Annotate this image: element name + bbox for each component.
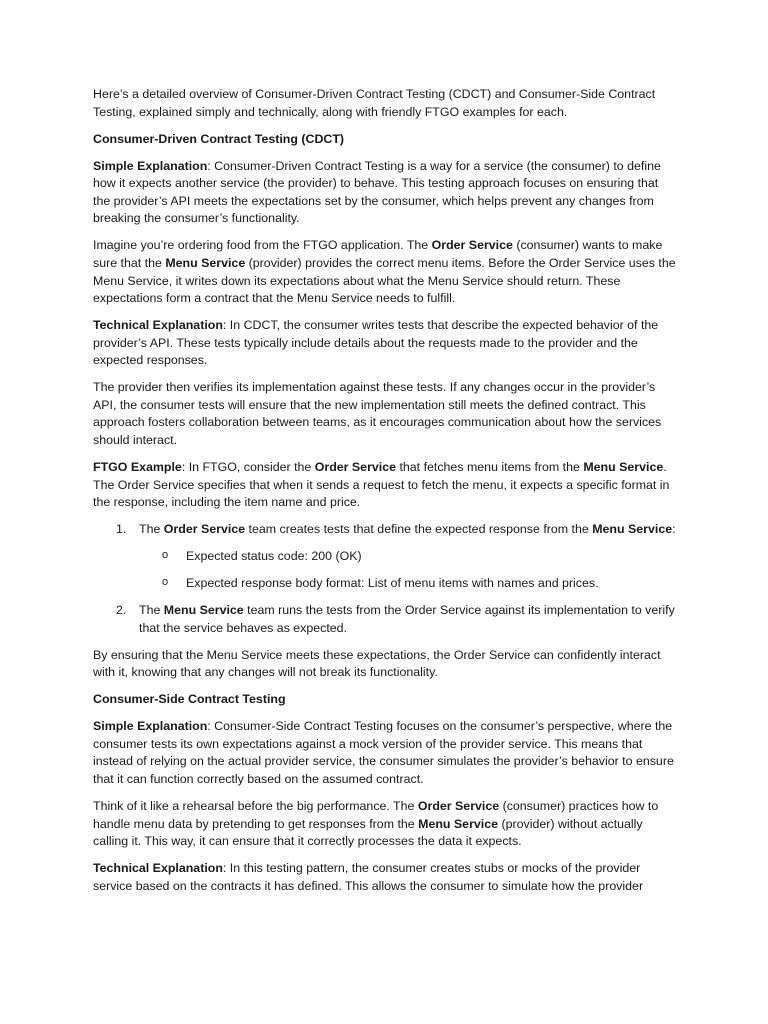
cst-technical-text: : In this testing pattern, the consumer creates stubs or mocks of the provider service based on the contracts it has defined. This allows the consumer to simulate how the provider [93,861,644,893]
text-run: The [139,522,164,537]
bold-term: Menu Service [592,522,673,537]
cdct-simple-text: : Consumer-Driven Contract Testing is a way for a service (the consumer) to define how it expects another service (the provider) to behave. This testing approach focuses on ensuring that the provider’s API meets the expectations set by the consumer, which helps prevent any changes from breaking the consumer’s functionality. [93,158,661,226]
text-run: . The Order Service specifies that when it sends a request to fetch the menu, it expects a specific format in the response, including the item name and price. [93,460,670,510]
cdct-technical-paragraph [93,317,678,370]
bold-term: Menu Service [418,816,499,831]
text-run: (consumer) wants to make sure that the [93,238,663,270]
intro-paragraph: Here’s a detailed overview of Consumer-Driven Contract Testing (CDCT) and Consumer-Side Contract Testing, explained simply and technically, along with friendly FTGO examples for each. [93,87,656,119]
bullet-icon: o [162,576,169,589]
cdct-example-paragraph [93,459,678,512]
text-run: team creates tests that define the expected response from the [245,522,593,537]
cst-technical-label: Technical Explanation [93,861,223,876]
sub-list-item [139,575,678,593]
list-number: 1. [116,522,127,537]
text-run: (consumer) practices how to handle menu data by pretending to get responses from the [93,799,659,831]
cdct-imagine-paragraph [93,237,678,307]
cst-heading: Consumer-Side Contract Testing [93,692,286,707]
text-run: team runs the tests from the Order Service against its implementation to verify that the service behaves as expected. [139,603,675,635]
list-number: 2. [116,603,127,618]
bold-term: Menu Service [165,255,246,270]
bold-term: Order Service [163,522,246,537]
bold-term: Order Service [431,238,513,253]
sub-list-item [139,548,678,566]
text-run: (provider) provides the correct menu items. Before the Order Service uses the Menu Service, it writes down its expectations about what the Menu Service should return. These expectations form a contract that the Menu Service needs to fulfill. [93,255,676,306]
text-run: Expected status code: 200 (OK) [186,549,362,564]
cdct-simple-label: Simple Explanation [93,158,208,173]
cdct-simple-paragraph [93,158,678,228]
list-item [93,521,678,593]
sub-list [139,548,678,593]
text-run: Think of it like a rehearsal before the big performance. The [93,799,418,814]
bold-term: Menu Service [583,460,664,475]
cst-simple-label: Simple Explanation [93,719,208,734]
cdct-steps-list [93,521,678,637]
cdct-conclusion-paragraph: By ensuring that the Menu Service meets these expectations, the Order Service can confidently interact with it, knowing that any changes will not break its functionality. [93,647,661,680]
text-run: Expected response body format: List of menu items with names and prices. [186,576,599,591]
text-run: : In FTGO, consider the [181,460,315,475]
text-run: Imagine you’re ordering food from the FTGO application. The [93,238,432,253]
bullet-icon: o [162,549,169,562]
bold-term: Order Service [417,799,500,814]
cst-technical-paragraph [93,860,678,895]
text-run: that fetches menu items from the [396,460,584,475]
bold-term: Menu Service [163,603,244,618]
cdct-technical-label: Technical Explanation [93,318,223,333]
example-label: FTGO Example [93,460,182,475]
bold-term: Order Service [314,460,397,475]
cst-rehearsal-paragraph [93,798,678,851]
text-run: The [139,603,164,618]
cst-simple-paragraph [93,718,678,788]
cdct-technical-text: : In CDCT, the consumer writes tests that describe the expected behavior of the provider’s API. These tests typically include details about the requests made to the provider and the expected responses. [93,318,659,368]
cdct-heading: Consumer-Driven Contract Testing (CDCT) [93,131,345,146]
text-run: : [672,522,676,537]
document-body [93,86,678,905]
list-item [93,602,678,637]
cst-simple-text: : Consumer-Side Contract Testing focuses on the consumer’s perspective, where the consumer tests its own expectations against a mock version of the provider service. This means that instead of relying on the actual provider service, the consumer simulates the provider’s behavior to ensure that it can function correctly based on the assumed contract. [93,719,674,787]
cdct-provider-paragraph: The provider then verifies its implementation against these tests. If any changes occur in the provider’s API, the consumer tests will ensure that the new implementation still meets the defined contract. This approach fosters collaboration between teams, as it encourages communication about how the services should interact. [93,380,662,448]
text-run: (provider) without actually calling it. This way, it can ensure that it correctly processes the data it expects. [93,816,643,849]
